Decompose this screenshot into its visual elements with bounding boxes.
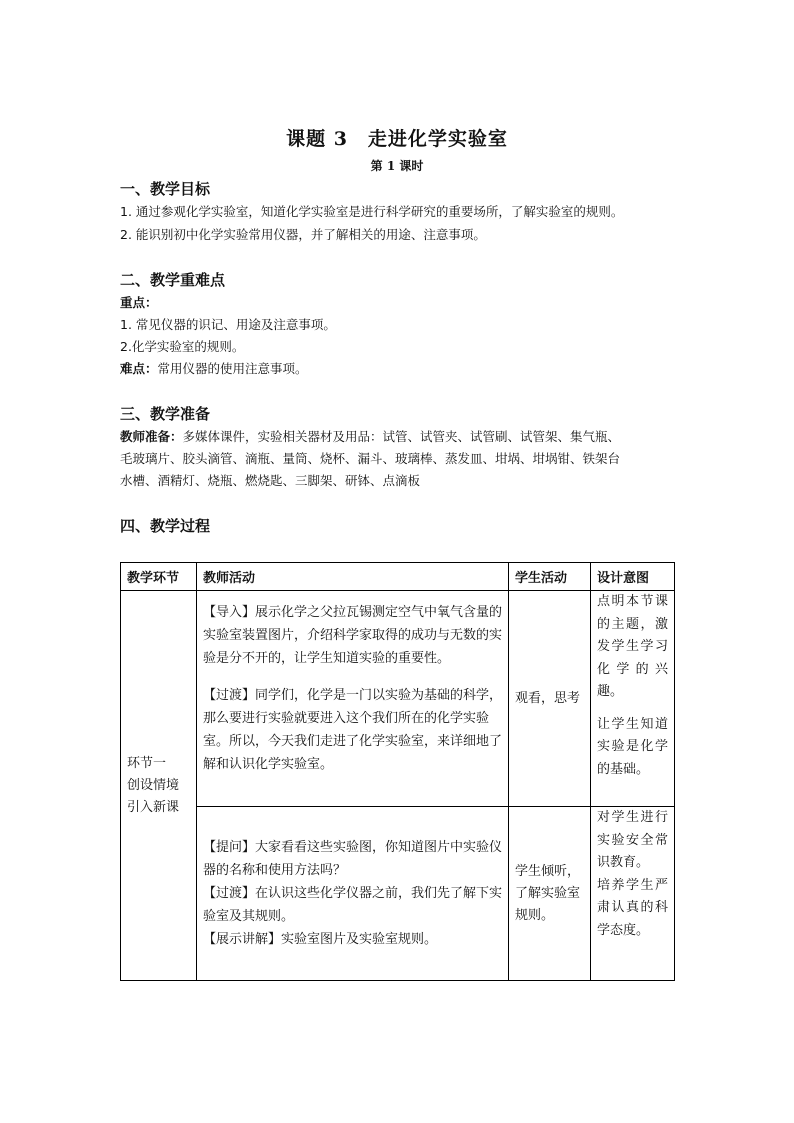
difficult-point	[120, 360, 308, 378]
header-stage: 教学环节	[121, 563, 197, 591]
section-heading-objectives: 一、教学目标	[120, 180, 211, 198]
stage-cell	[121, 591, 197, 981]
stage-line: 环节一	[127, 755, 167, 771]
table-row	[121, 807, 675, 981]
stage-line: 创设情境	[127, 777, 180, 793]
section-heading-key-points: 二、教学重难点	[120, 271, 226, 289]
teacher-paragraph: 【导入】展示化学之父拉瓦锡测定空气中氧气含量的实验室装置图片，介绍科学家取得的成功与无数的实验是分不开的，让学生知道实验的重要性。	[203, 605, 503, 666]
teacher-paragraph: 【提问】大家看看这些实验图，你知道图片中实验仪器的名称和使用方法吗？	[203, 840, 503, 878]
design-intent-cell	[591, 807, 675, 981]
section-heading-process: 四、教学过程	[120, 517, 211, 535]
preparation-label: 教师准备：	[120, 429, 183, 444]
teacher-paragraph: 【过渡】在认识这些化学仪器之前，我们先了解下实验室及其规则。	[203, 886, 503, 924]
student-activity-cell: 观看，思考	[509, 591, 591, 807]
document-title: 课题 3 走进化学实验室	[286, 128, 508, 150]
preparation-line: 水槽、酒精灯、烧瓶、燃烧匙、三脚架、研钵、点滴板	[120, 473, 421, 488]
key-point-item: 2.化学实验室的规则。	[120, 339, 245, 354]
intent-paragraph: 培养学生严肃认真的科学态度。	[597, 877, 668, 938]
teaching-process-table	[120, 562, 675, 981]
student-activity-cell: 学生倾听，了解实验室规则。	[509, 807, 591, 981]
header-intent: 设计意图	[591, 563, 675, 591]
table-row	[121, 591, 675, 807]
key-point-item: 1. 常见仪器的识记、用途及注意事项。	[120, 317, 336, 332]
intent-paragraph: 点明本节课的主题，激发学生学习化学的兴趣。	[597, 594, 668, 699]
teacher-activity-cell	[197, 591, 509, 807]
objective-item: 2. 能识别初中化学实验常用仪器，并了解相关的用途、注意事项。	[120, 227, 486, 242]
difficult-text: 常用仪器的使用注意事项。	[157, 361, 308, 376]
teacher-paragraph: 【展示讲解】实验室图片及实验室规则。	[203, 932, 438, 947]
document-subtitle: 第 1 课时	[370, 159, 424, 173]
teacher-paragraph: 【过渡】同学们，化学是一门以实验为基础的科学，那么要进行实验就要进入这个我们所在的化学实验室。所以，今天我们走进了化学实验室，来详细地了解和认识化学实验室。	[203, 688, 503, 772]
key-points-label: 重点：	[120, 295, 158, 310]
intent-paragraph: 对学生进行实验安全常识教育。	[597, 810, 668, 870]
stage-line: 引入新课	[127, 799, 180, 815]
objective-item: 1. 通过参观化学实验室，知道化学实验室是进行科学研究的重要场所，了解实验室的规则。	[120, 204, 624, 219]
design-intent-cell	[591, 591, 675, 807]
intent-paragraph: 让学生知道实验是化学的基础。	[597, 716, 668, 777]
preparation-line: 毛玻璃片、胶头滴管、滴瓶、量筒、烧杯、漏斗、玻璃棒、蒸发皿、坩埚、坩埚钳、铁架台	[120, 451, 621, 466]
preparation-line	[120, 428, 620, 446]
section-heading-preparation: 三、教学准备	[120, 405, 211, 423]
teacher-activity-cell	[197, 807, 509, 981]
header-teacher: 教师活动	[197, 563, 509, 591]
difficult-label: 难点：	[120, 361, 158, 376]
preparation-text: 多媒体课件，实验相关器材及用品：试管、试管夹、试管刷、试管架、集气瓶、	[182, 429, 621, 444]
header-student: 学生活动	[509, 563, 591, 591]
table-header-row	[121, 563, 675, 591]
